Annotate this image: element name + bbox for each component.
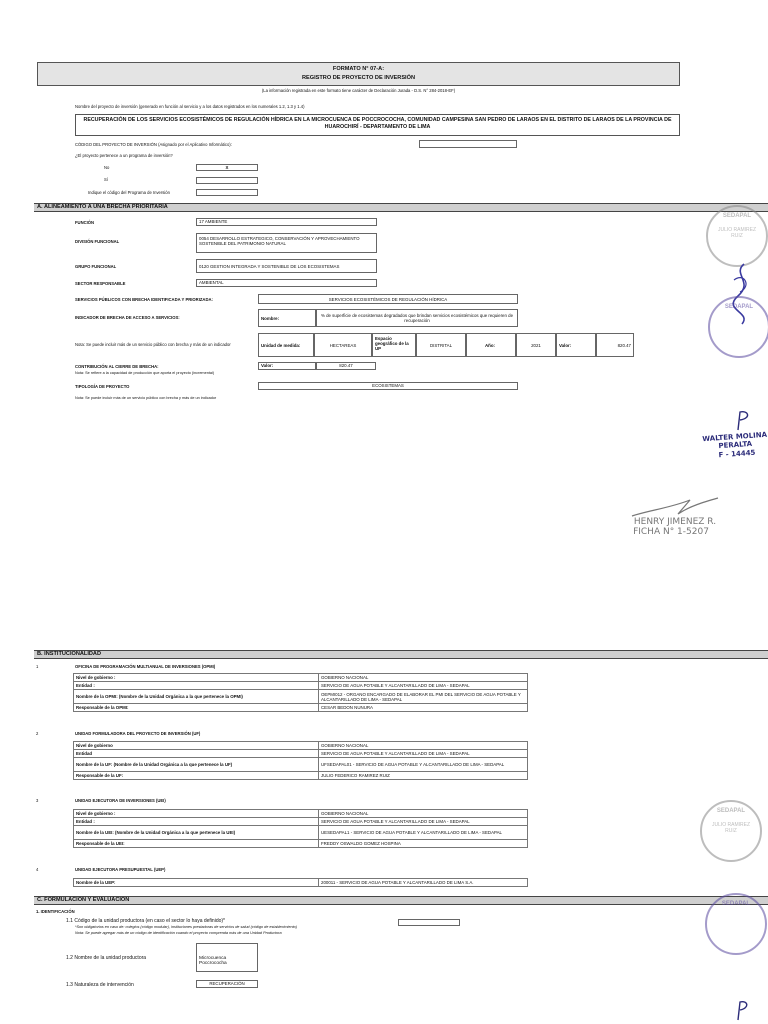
walter-name: WALTER MOLINA PERALTA <box>702 430 768 451</box>
grupo-field[interactable]: 0120 GESTION INTEGRADA Y SOSTENIBLE DE LOS ECOSISTEMAS <box>196 259 377 273</box>
stamp-name-3: JULIO RAMIREZ RUIZ <box>711 822 751 834</box>
registro-title: REGISTRO DE PROYECTO DE INVERSIÓN <box>301 75 416 81</box>
sedapal-stamp-4 <box>705 893 767 955</box>
si-checkbox[interactable] <box>196 177 258 184</box>
contrib-valor-field[interactable]: 820.47 <box>316 362 376 370</box>
division-label: DIVISIÓN FUNCIONAL <box>75 239 120 244</box>
row-label: Entidad : <box>74 682 319 690</box>
sector-label: SECTOR RESPONSABLE <box>75 281 126 286</box>
item-13-label: 1.3 Naturaleza de intervención <box>66 982 134 988</box>
codigo-up-field[interactable] <box>398 919 460 926</box>
row-value[interactable]: JULIO FEDERICO RAMIREZ RUIZ <box>319 772 528 780</box>
division-field[interactable]: 0054 DESARROLLO ESTRATEGICO, CONSERVACIÓN Y APROVECHAMIENTO SOSTENIBLE DEL PATRIMONIO NATURAL <box>196 233 377 253</box>
sector-field[interactable]: AMBIENTAL <box>196 279 377 287</box>
signature-walter-mark <box>728 410 756 432</box>
row-value[interactable]: 200011 - SERVICIO DE AGUA POTABLE Y ALCANTARILLADO DE LIMA S.A. <box>319 879 528 887</box>
row-label: Responsable de la UEI: <box>74 840 319 848</box>
item-2-title: UNIDAD FORMULADORA DEL PROYECTO DE INVERSIÓN (UF) <box>75 731 201 736</box>
row-value[interactable]: SERVICIO DE AGUA POTABLE Y ALCANTARILLADO DE LIMA - SEDAPAL <box>319 682 528 690</box>
funcion-label: FUNCIÓN <box>75 220 95 225</box>
unidad-field[interactable]: HECTAREAS <box>314 333 372 357</box>
table-row <box>74 704 528 712</box>
table-row <box>74 840 528 848</box>
nombre-label: Nombre: <box>258 309 316 327</box>
row-label: Nivel de gobierno <box>74 742 319 750</box>
row-label: Nombre de la UEI: (Nombre de la Unidad Orgánica a la que pertenece la UEI) <box>74 826 319 840</box>
item-11-note2: Nota: Se puede agregar más de un código de identificación cuando el proyecto comprenda más de una Unidad Productora <box>75 931 282 935</box>
section-b-title: B. INSTITUCIONALIDAD <box>34 650 768 659</box>
table-row <box>74 826 528 840</box>
header-note: (La información registrada en este formato tiene carácter de Declaración Jurada - D.S. N° 284-2018-EF) <box>261 88 456 93</box>
table-row <box>74 758 528 772</box>
item-3-title: UNIDAD EJECUTORA DE INVERSIONES (UEI) <box>75 798 166 803</box>
tipologia-label: TIPOLOGÍA DE PROYECTO <box>75 384 130 389</box>
no-checkbox[interactable]: X <box>196 164 258 171</box>
uei-table <box>73 809 528 848</box>
signature-mark-bottom <box>730 1000 752 1022</box>
item-1-num: 1 <box>36 664 39 669</box>
espacio-field[interactable]: DISTRITAL <box>416 333 466 357</box>
stamp-brand-4: SEDAPAL <box>721 901 751 907</box>
henry-id: FICHA N° 1-5207 <box>633 527 709 537</box>
row-label: Nombre de la OPMI: (Nombre de la Unidad Orgánica a la que pertenece la OPMI) <box>74 690 319 704</box>
walter-id: F - 14445 <box>718 448 756 460</box>
table-row <box>74 818 528 826</box>
sedapal-stamp-1 <box>706 205 768 267</box>
section-a-title: A. ALINEAMIENTO A UNA BRECHA PRIORITARIA <box>34 203 768 212</box>
stamp-name-1: JULIO RAMIREZ RUIZ <box>717 227 757 239</box>
servicios-label: SERVICIOS PÚBLICOS CON BRECHA IDENTIFICADA Y PRIORIZADA: <box>75 297 213 302</box>
row-value[interactable]: GOBIERNO NACIONAL <box>319 674 528 682</box>
row-value[interactable]: SERVICIO DE AGUA POTABLE Y ALCANTARILLADO DE LIMA - SEDAPAL <box>319 750 528 758</box>
funcion-field[interactable]: 17 AMBIENTE <box>196 218 377 226</box>
row-value[interactable]: SERVICIO DE AGUA POTABLE Y ALCANTARILLADO DE LIMA - SEDAPAL <box>319 818 528 826</box>
si-label: Sí <box>104 177 108 182</box>
henry-name: HENRY JIMENEZ R. <box>633 517 717 527</box>
table-row <box>74 674 528 682</box>
programa-question: ¿El proyecto pertenece a un programa de inversión? <box>75 153 173 158</box>
grupo-label: GRUPO FUNCIONAL <box>75 264 117 269</box>
item-4-num: 4 <box>36 867 39 872</box>
signature-henry-scribble <box>630 492 720 520</box>
stamp-brand-1: SEDAPAL <box>722 213 752 219</box>
nombre-up-field[interactable]: Microcuenca Poccrococha <box>196 943 258 972</box>
no-label: No <box>104 165 110 170</box>
row-label: Responsable de la UF: <box>74 772 319 780</box>
stamp-brand-2: SEDAPAL <box>724 304 754 310</box>
item-1-title: OFICINA DE PROGRAMACIÓN MULTIANUAL DE INVERSIONES (OPMI) <box>75 664 216 669</box>
table-row <box>74 742 528 750</box>
valor-field[interactable]: 820.47 <box>596 333 634 357</box>
item-3-num: 3 <box>36 798 39 803</box>
nota-tipologia: Nota: Se puede incluir más de un servicio público con brecha y más de un indicador <box>75 396 217 400</box>
anio-field[interactable]: 2021 <box>516 333 556 357</box>
row-value[interactable]: OEPMI012 - ORGANO ENCARGADO DE ELABORAR EL PMI DEL SERVICIO DE AGUA POTABLE Y ALCANTARILLADO DE LIMA - SEDAPAL <box>319 690 528 704</box>
codigo-label: CÓDIGO DEL PROYECTO DE INVERSIÓN (Asignado por el Aplicativo Informático): <box>75 142 232 147</box>
contribucion-label: CONTRIBUCIÓN AL CIERRE DE BRECHA: <box>75 364 159 369</box>
uep-table <box>73 878 528 887</box>
sedapal-stamp-3 <box>700 800 762 862</box>
item-12-label: 1.2 Nombre de la unidad productora <box>66 955 147 961</box>
table-row <box>74 772 528 780</box>
row-label: Nivel de gobierno : <box>74 674 319 682</box>
row-value[interactable]: GOBIERNO NACIONAL <box>319 742 528 750</box>
anio-label: Año: <box>466 333 516 357</box>
row-value[interactable]: UFSEDAPAL01 - SERVICIO DE AGUA POTABLE Y ALCANTARILLADO DE LIMA - SEDAPAL <box>319 758 528 772</box>
row-value[interactable]: CESAR BEDON NUNURA <box>319 704 528 712</box>
item-2-num: 2 <box>36 731 39 736</box>
identificacion-title: 1. IDENTIFICACIÓN <box>36 909 75 914</box>
valor-label: Valor: <box>556 333 596 357</box>
contribucion-nota: Nota: Se refiere a la capacidad de producción que aporta el proyecto (incremental) <box>75 371 215 375</box>
nombre-field[interactable]: % de superficie de ecosistemas degradados que brindan servicios ecosistémicos que requieren de recuperación <box>316 309 518 327</box>
naturaleza-field[interactable]: RECUPERACIÓN <box>196 980 258 988</box>
tipologia-field[interactable]: ECOSISTEMAS <box>258 382 518 390</box>
row-label: Responsable de la OPMI: <box>74 704 319 712</box>
nota-servicios: Nota: Se puede incluir más de un servicio público con brecha y más de un indicador <box>75 342 231 347</box>
table-row <box>74 810 528 818</box>
row-value[interactable]: UESEDAPAL1 - SERVICIO DE AGUA POTABLE Y ALCANTARILLADO DE LIMA - SEDAPAL <box>319 826 528 840</box>
row-label: Entidad <box>74 750 319 758</box>
table-row <box>74 690 528 704</box>
table-row <box>74 682 528 690</box>
table-row <box>74 750 528 758</box>
espacio-label: Espacio geográfico de la UP <box>372 333 416 357</box>
row-label: Nombre de la UEP: <box>74 879 319 887</box>
row-label: Nombre de la UF: (Nombre de la Unidad Orgánica a la que pertenece la UF) <box>74 758 319 772</box>
row-value[interactable]: FREDDY OSWALDO GOMEZ HOSPINA <box>319 840 528 848</box>
item-4-title: UNIDAD EJECUTORA PRESUPUESTAL (UEP) <box>75 867 166 872</box>
opmi-table <box>73 673 528 712</box>
row-label: Entidad : <box>74 818 319 826</box>
programa-code-field[interactable] <box>196 189 258 196</box>
row-label: Nivel de gobierno : <box>74 810 319 818</box>
uf-table <box>73 741 528 780</box>
item-11-label: 1.1 Código de la unidad productora (en caso el sector lo haya definido)* <box>66 918 225 924</box>
project-name-value: RECUPERACIÓN DE LOS SERVICIOS ECOSISTÉMICOS DE REGULACIÓN HÍDRICA EN LA MICROCUENCA DE POCCROCOCHA, COMUNIDAD CAMPESINA SAN PEDRO DE LARAOS EN EL DISTRITO DE LARAOS DE LA PROVINCIA DE HUAROCHIRÍ - DEPARTAMENTO DE LIMA <box>75 114 680 136</box>
servicios-field[interactable]: SERVICIOS ECOSISTÉMICOS DE REGULACIÓN HÍDRICA <box>258 294 518 304</box>
stamp-brand-3: SEDAPAL <box>716 808 746 814</box>
codigo-field[interactable] <box>419 140 517 148</box>
item-11-note1: *Son obligatorios en caso de: colegios (código modular), instituciones prestadoras de servicios de salud (código de establecimiento) <box>75 925 298 929</box>
indicador-label: INDICADOR DE BRECHA DE ACCESO A SERVICIOS: <box>75 315 180 320</box>
formato-title: FORMATO N° 07-A: <box>332 66 385 72</box>
form-header <box>37 62 680 86</box>
table-row <box>74 879 528 887</box>
contrib-valor-label: Valor: <box>258 362 316 370</box>
project-name-label: Nombre del proyecto de inversión (generado en función al servicio y a los datos registrados en los numerales 1.2, 1.3 y 1.4) <box>75 104 305 109</box>
row-value[interactable]: GOBIERNO NACIONAL <box>319 810 528 818</box>
unidad-label: Unidad de medida: <box>258 333 314 357</box>
programa-code-label: Indique el código del Programa de Inversión <box>88 190 170 195</box>
section-c-title: C. FORMULACION Y EVALUACION <box>34 896 768 905</box>
sedapal-stamp-2 <box>708 296 768 358</box>
